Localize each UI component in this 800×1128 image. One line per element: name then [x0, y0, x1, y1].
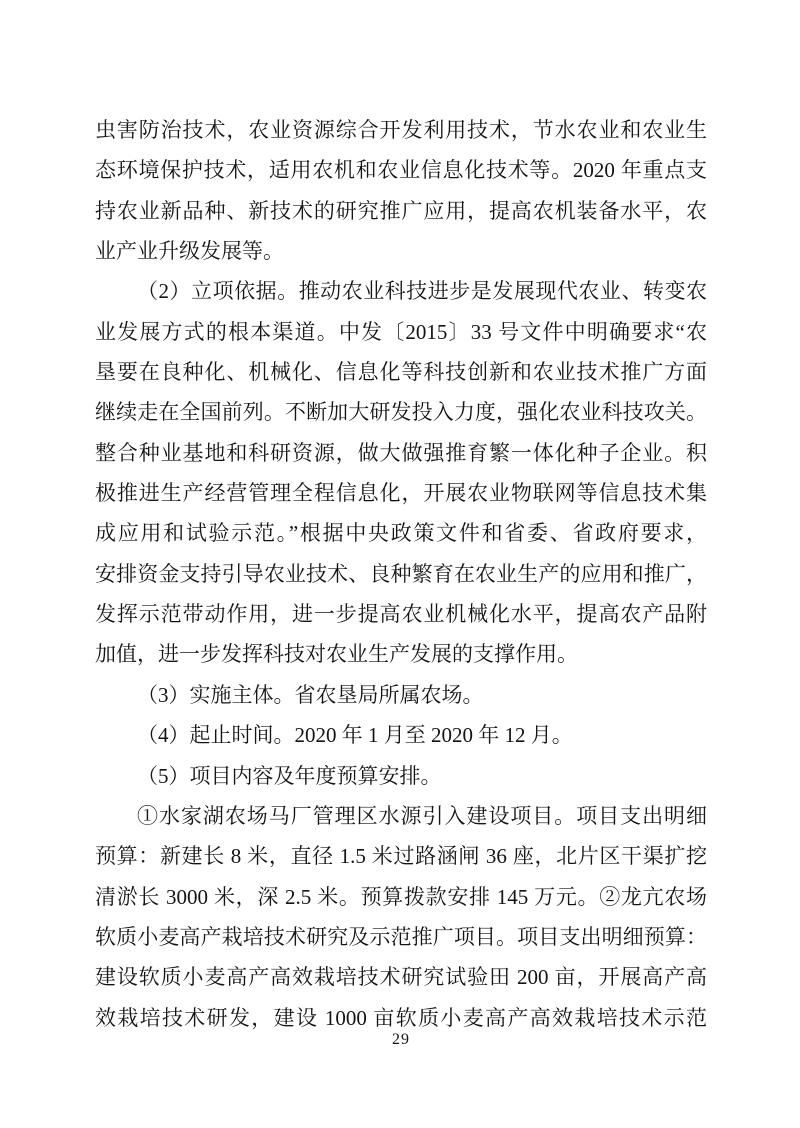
text-line: 效栽培技术研发，建设 1000 亩软质小麦高产高效栽培技术示范 — [95, 1005, 707, 1030]
text-line: 预算：新建长 8 米，直径 1.5 米过路涵闸 36 座，北片区干渠扩挖 — [95, 844, 707, 869]
document-text-body — [95, 110, 707, 1038]
text-line: 继续走在全国前列。不断加大研发投入力度，强化农业科技攻关。 — [95, 400, 707, 425]
text-line: 极推进生产经营管理全程信息化，开展农业物联网等信息技术集 — [95, 481, 707, 506]
text-line: （4）起止时间。2020 年 1 月至 2020 年 12 月。 — [137, 723, 573, 748]
text-line: 虫害防治技术，农业资源综合开发利用技术，节水农业和农业生 — [95, 118, 707, 142]
text-line: 业产业升级发展等。 — [95, 239, 284, 264]
text-line: 整合种业基地和科研资源，做大做强推育繁一体化种子企业。积 — [95, 440, 707, 465]
text-line: （2）立项依据。推动农业科技进步是发展现代农业、转变农 — [137, 279, 707, 304]
text-line: 建设软质小麦高产高效栽培技术研究试验田 200 亩，开展高产高 — [95, 965, 707, 990]
text-line: ①水家湖农场马厂管理区水源引入建设项目。项目支出明细 — [137, 803, 707, 828]
text-line: 垦要在良种化、机械化、信息化等科技创新和农业技术推广方面 — [95, 360, 707, 385]
text-line: （3）实施主体。省农垦局所属农场。 — [137, 682, 484, 707]
text-line: （5）项目内容及年度预算安排。 — [137, 763, 442, 788]
text-line: 加值，进一步发挥科技对农业生产发展的支撑作用。 — [95, 642, 578, 667]
text-line: 业发展方式的根本渠道。中发〔2015〕33 号文件中明确要求“农 — [95, 319, 707, 344]
page-number: 29 — [392, 1031, 410, 1048]
text-line: 清淤长 3000 米，深 2.5 米。预算拨款安排 145 万元。②龙亢农场 — [95, 884, 707, 909]
text-line: 态环境保护技术，适用农机和农业信息化技术等。2020 年重点支 — [95, 158, 707, 183]
text-line: 持农业新品种、新技术的研究推广应用，提高农机装备水平，农 — [95, 198, 707, 223]
text-line: 发挥示范带动作用，进一步提高农业机械化水平，提高农产品附 — [95, 602, 707, 627]
text-line: 安排资金支持引导农业技术、良种繁育在农业生产的应用和推广， — [95, 561, 707, 586]
text-line: 成应用和试验示范。”根据中央政策文件和省委、省政府要求， — [95, 521, 707, 546]
text-line: 软质小麦高产栽培技术研究及示范推广项目。项目支出明细预算： — [95, 924, 707, 949]
